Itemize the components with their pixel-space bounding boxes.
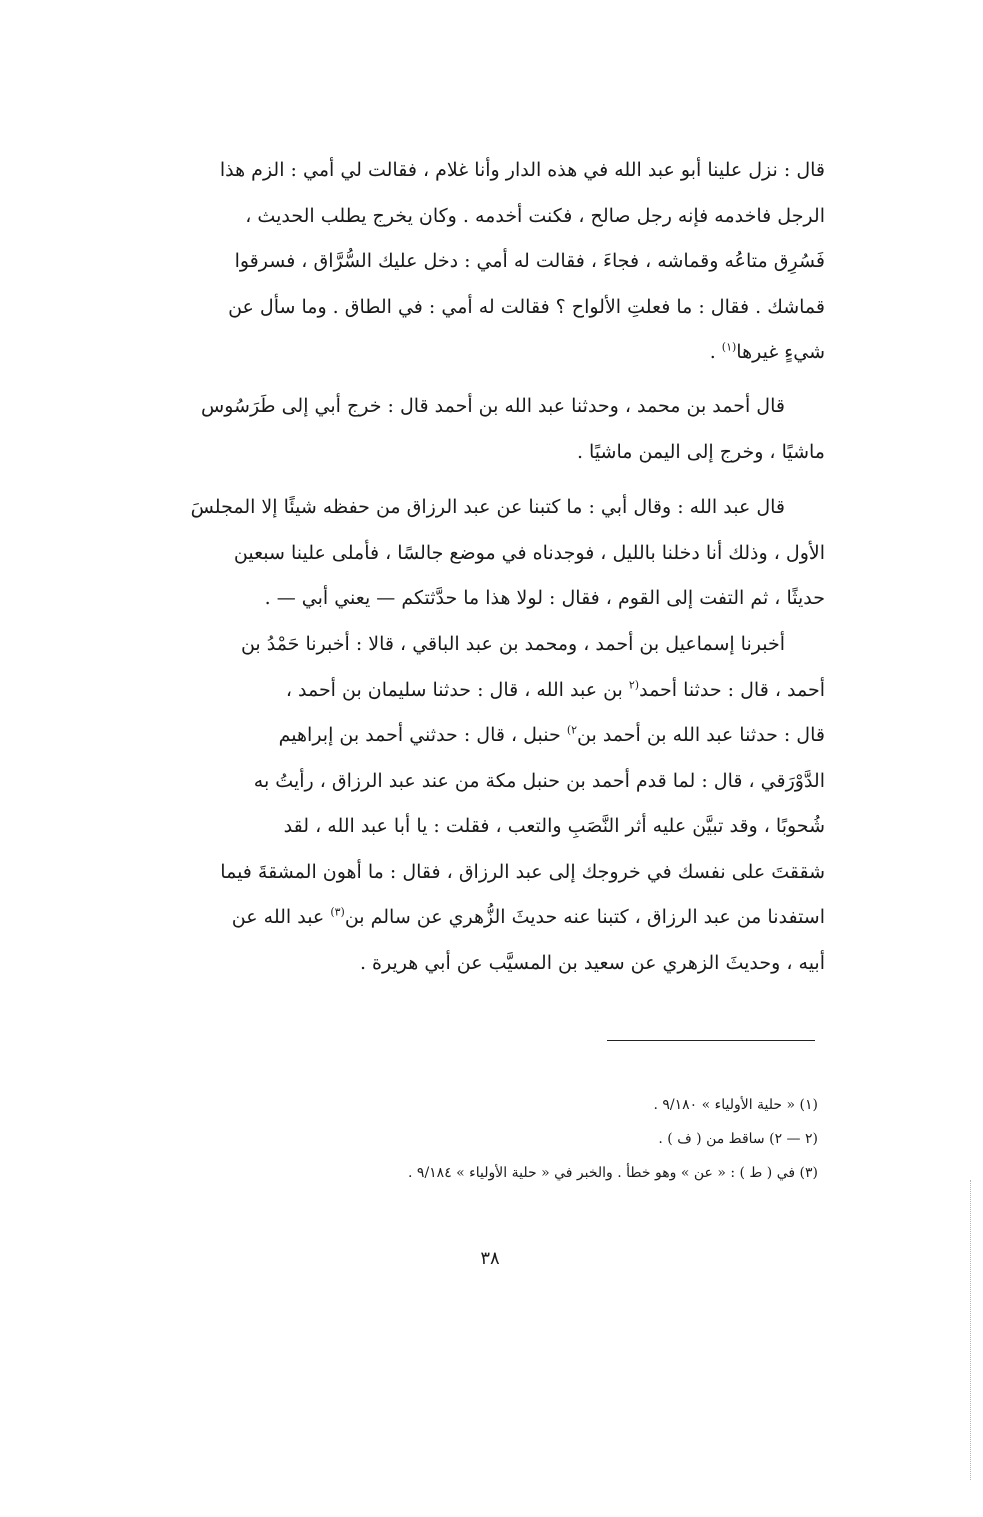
paragraph-1 [160, 148, 825, 376]
text-fragment: عبد الله عن [231, 906, 331, 928]
paragraph-3 [160, 485, 825, 622]
text-line [160, 713, 825, 759]
footnote-ref-3: (٣) [330, 905, 345, 919]
text-line [160, 668, 825, 714]
text-line: شققتَ على نفسك في خروجك إلى عبد الرزاق ، فقال : ما أهون المشقةَ فيما [220, 860, 825, 883]
text-line: ماشيًا ، وخرج إلى اليمن ماشيًا . [576, 440, 825, 463]
footnote-separator [607, 1040, 815, 1041]
footnotes [160, 1088, 818, 1190]
text-line: الدَّوْرَقي ، قال : لما قدم أحمد بن حنبل مكة من عند عبد الرزاق ، رأيتُ به [253, 769, 825, 792]
text-line: شُحوبًا ، وقد تبيَّن عليه أثر النَّصَبِ والتعب ، فقلت : يا أبا عبد الله ، لقد [283, 815, 825, 837]
text-fragment: شيءٍ غيرها [736, 341, 825, 363]
footnote-ref-2-close: ٢) [566, 723, 578, 737]
text-line [160, 330, 825, 376]
text-line: قال : نزل علينا أبو عبد الله في هذه الدار وأنا غلام ، فقالت لي أمي : الزم هذا [219, 159, 825, 181]
footnote-3: (٣) في ( ط ) : « عن » وهو خطأ . والخبر في « حلية الأولياء » ٩/١٨٤ . [408, 1165, 818, 1181]
text-line: قماشك . فقال : ما فعلتِ الألواح ؟ فقالت له أمي : في الطاق . وما سأل عن [228, 295, 825, 318]
text-line: أبيه ، وحديثَ الزهري عن سعيد بن المسيَّب عن أبي هريرة . [359, 951, 825, 974]
footnote-1: (١) « حلية الأولياء » ٩/١٨٠ . [653, 1097, 818, 1113]
text-line: الرجل فاخدمه فإنه رجل صالح ، فكنت أخدمه . وكان يخرج يطلب الحديث ، [245, 204, 825, 227]
text-line: الأول ، وذلك أنا دخلنا بالليل ، فوجدناه في موضع جالسًا ، فأملى علينا سبعين [233, 541, 825, 564]
page-number: ٣٨ [480, 1248, 500, 1269]
paragraph-2 [160, 384, 825, 475]
text-fragment: قال : حدثنا عبد الله بن أحمد بن [577, 724, 825, 746]
footnote-ref-1: (١) [721, 340, 737, 354]
text-fragment: استفدنا من عبد الرزاق ، كتبنا عنه حديثَ الزُّهري عن سالم بن [344, 906, 825, 928]
footnote-ref-2-open: (٢ [628, 678, 640, 692]
text-fragment: . [709, 341, 722, 363]
text-line: حديثًا ، ثم التفت إلى القوم ، فقال : لولا هذا ما حدَّثتكم — يعني أبي — . [264, 587, 825, 609]
text-fragment: أحمد ، قال : حدثنا أحمد [639, 678, 825, 701]
text-line: فَسُرِق متاعُه وقماشه ، فجاءَ ، فقالت له أمي : دخل عليك السُّرَّاق ، فسرقوا [234, 250, 825, 272]
scan-edge-artifact [970, 1180, 972, 1480]
text-line: قال أحمد بن محمد ، وحدثنا عبد الله بن أحمد قال : خرج أبي إلى طَرَسُوس [201, 395, 785, 417]
text-line: أخبرنا إسماعيل بن أحمد ، ومحمد بن عبد الباقي ، قالا : أخبرنا حَمْدُ بن [240, 633, 785, 655]
text-line [160, 895, 825, 941]
text-line: قال عبد الله : وقال أبي : ما كتبنا عن عبد الرزاق من حفظه شيئًا إلا المجلسَ [190, 496, 785, 518]
text-fragment: حنبل ، قال : حدثني أحمد بن إبراهيم [278, 724, 567, 746]
footnote-2: (٢ — ٢) ساقط من ( ف ) . [658, 1131, 818, 1147]
text-fragment: بن عبد الله ، قال : حدثنا سليمان بن أحمد ، [285, 678, 629, 701]
paragraph-4 [160, 622, 825, 986]
